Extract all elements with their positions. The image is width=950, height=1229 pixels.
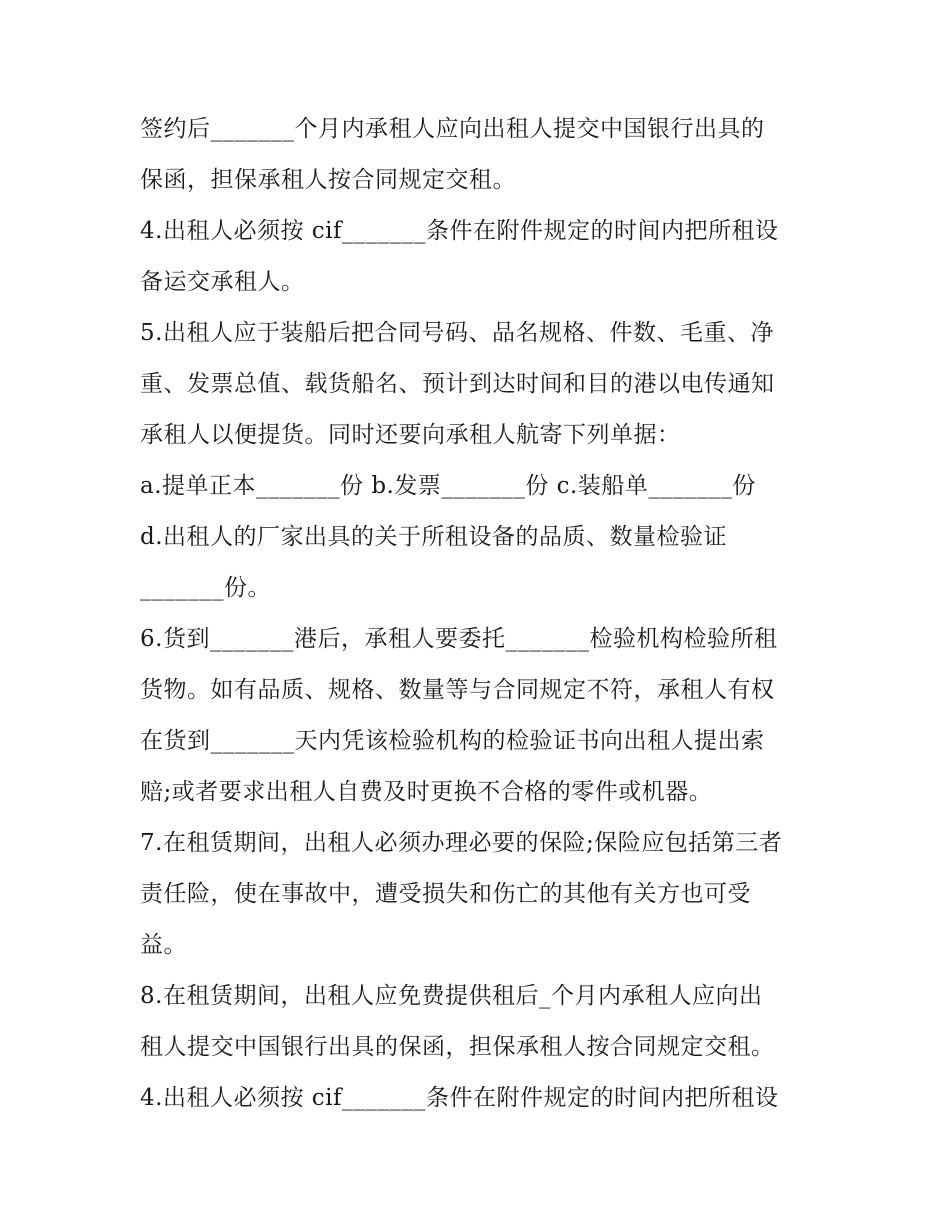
text-line: 4.出租人必须按 cif_______条件在附件规定的时间内把所租设	[140, 218, 779, 244]
text-line: 租人提交中国银行出具的保函，担保承租人按合同规定交租。	[140, 1034, 775, 1060]
text-line: 6.货到_______港后，承租人要委托_______检验机构检验所租	[140, 626, 778, 652]
text-line: 保函，担保承租人按合同规定交租。	[140, 167, 516, 193]
text-line: 货物。如有品质、规格、数量等与合同规定不符，承租人有权	[140, 677, 775, 703]
text-line: 赔;或者要求出租人自费及时更换不合格的零件或机器。	[140, 779, 713, 805]
text-line: 备运交承租人。	[140, 269, 305, 295]
text-line: a.提单正本_______份 b.发票_______份 c.装船单_______份	[140, 473, 756, 499]
text-line: d.出租人的厂家出具的关于所租设备的品质、数量检验证	[140, 524, 728, 550]
text-line: 承租人以便提货。同时还要向承租人航寄下列单据：	[140, 422, 681, 448]
text-line: 在货到_______天内凭该检验机构的检验证书向出租人提出索	[140, 728, 765, 754]
text-line: 责任险，使在事故中，遭受损失和伤亡的其他有关方也可受	[140, 881, 751, 907]
text-line: 益。	[140, 932, 187, 958]
text-line: 7.在租赁期间，出租人必须办理必要的保险;保险应包括第三者	[140, 830, 783, 856]
text-line: 8.在租赁期间，出租人应免费提供租后_个月内承租人应向出	[140, 983, 763, 1009]
text-line: 签约后_______个月内承租人应向出租人提交中国银行出具的	[140, 116, 765, 142]
text-line: 5.出租人应于装船后把合同号码、品名规格、件数、毛重、净	[140, 320, 774, 346]
text-line: 4.出租人必须按 cif_______条件在附件规定的时间内把所租设	[140, 1085, 779, 1111]
text-line: 重、发票总值、载货船名、预计到达时间和目的港以电传通知	[140, 371, 775, 397]
text-line: _______份。	[140, 575, 271, 601]
document-body	[140, 104, 830, 1124]
